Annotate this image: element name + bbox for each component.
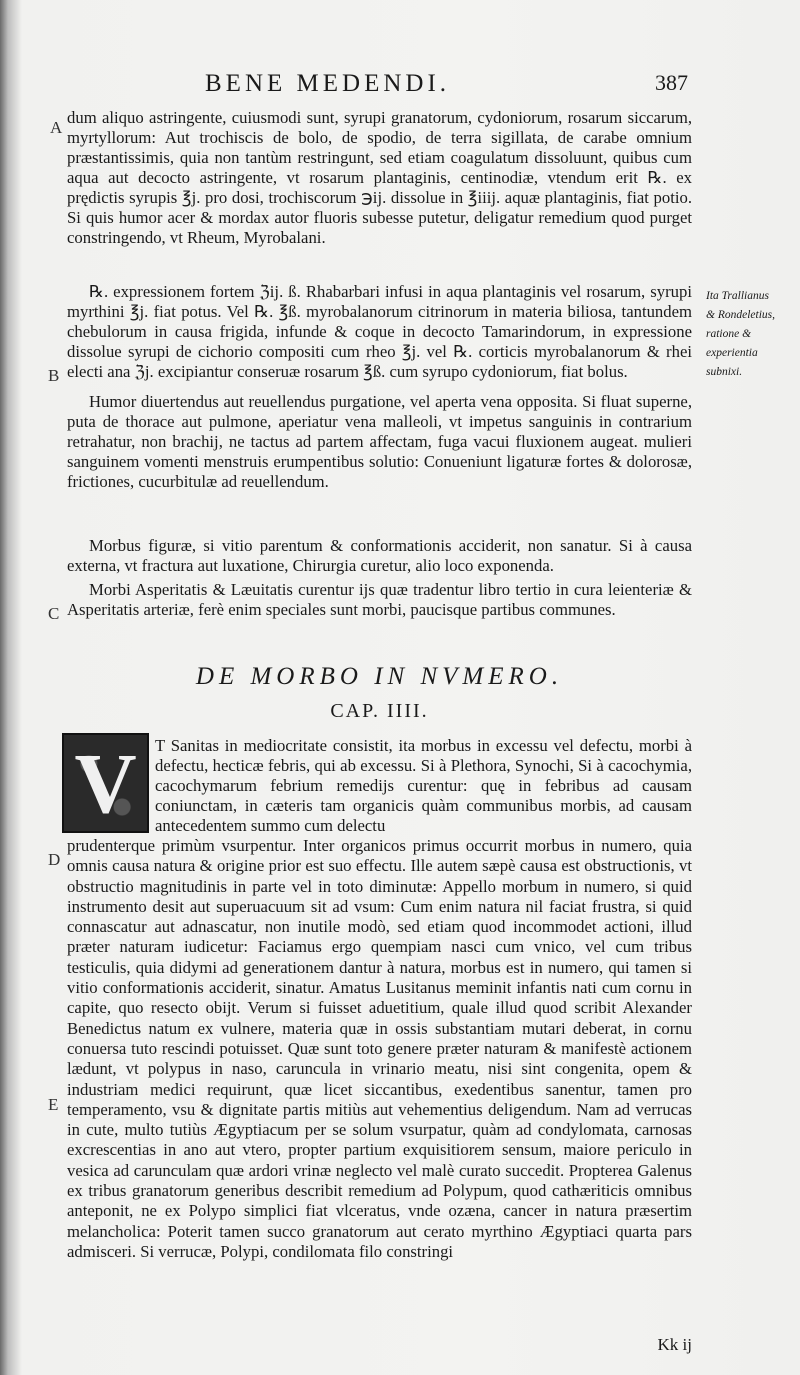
chapter-heading: CAP. IIII. [330, 700, 429, 722]
margin-letter-d: D [48, 850, 61, 869]
margin-letter-e: E [48, 1095, 59, 1114]
page-number: 387 [655, 70, 688, 95]
paragraph-astringents [67, 108, 692, 248]
margin-letter-c: C [48, 604, 60, 623]
running-title: BENE MEDENDI. [205, 70, 451, 97]
initial-letter: V [74, 735, 137, 831]
signature-mark: Kk ij [657, 1335, 692, 1354]
chapter-opening-text [155, 736, 692, 836]
decorated-initial [62, 733, 149, 833]
margin-letter-a: A [50, 118, 63, 137]
chapter-body-text [67, 836, 692, 1262]
paragraph-humor-revulsion [67, 392, 692, 492]
paragraph-morbus-figurae [67, 536, 692, 576]
paragraph-text: T Sanitas in mediocritate consistit, ita morbus in excessu vel defectu, morbi à defectu, hecticæ febris, qui ab excessu. Si à Plethora, Synochi, Si à cacochymia, cacochymarum febrium remedijs curentur: quę in febribus ad causam coniunctam, in cæteris tam organicis quàm communibus morbis, ad causam antecedentem summo cum delectu [155, 736, 692, 835]
section-heading: DE MORBO IN NVMERO. [195, 663, 564, 690]
marginal-note: Ita Trallianus & Rondeletius, ratione & experientia subnixi. [706, 290, 775, 378]
margin-letter-b: B [48, 366, 60, 385]
paragraph-text: prudenterque primùm vsurpentur. Inter organicos primus occurrit morbus in numero, quia omnis causa natura & origine prior est suo effectu. Ille autem sæpè causa est obstructionis, vt obstructio magnitudinis in parte vel in toto diminutæ: Appello morbum in numero, si quid instrumento desit aut superuacuum sit ad vsum: Cum enim natura nil faciat frustra, si quid connascatur aut adnascatur, non inutile modò, sed etiam quod incommodet actioni, illud præter naturam iudicetur: Faciamus ergo quempiam nasci cum vnico, vel cum tribus testiculis, quia didymi ad generationem dantur à natura, morbus est in numero, qui tamen si vitio conformationis acciderit, sinatur. Amatus Lusitanus meminit infantis nati cum cornu in capite, quo resecto obijt. Verum si fuisset aduetitium, quale illud quod scribit Alexander Benedictus natum ex vulnere, materia quæ in ossis substantiam mutari deberat, in cornu conuersa tuto rescindi potuisset. Quæ sunt toto genere præter naturam & manifestè actionem lædunt, vt polypus in naso, caruncula in vrinario meatu, nisi sint congenita, opem & industriam medici requirunt, quæ licet siccantibus, exedentibus sanentur, tamen pro temperamento, vsu & dignitate partis mitiùs aut vehementius deligendum. Nam ad verrucas in cute, multo tutiùs Ægyptiacum per se solum vsurpatur, quàm ad condylomata, carnosas excrescentias in ano aut vtero, propter partium exquisitiorem sensum, maiore periculo in vesica ad carunculam quæ ardori vrinæ neglecto vel malè curato succedit. Propterea Galenus ex tribus granatorum generibus describit remedium ad Polypum, quod cathæriticis omnibus anteponit, ne ex Polypo simplici fiat vlceratus, vnde ozæna, cancer in natura præsertim melancholica: Poterit tamen succo granatorum aut cerato myrthino Ægyptiaci quarta pars admisceri. Si verrucæ, Polypi, condilomata filo constringi [67, 836, 692, 1261]
paragraph-asperitatis [67, 580, 692, 620]
paragraph-text: Morbus figuræ, si vitio parentum & conformationis acciderit, non sanatur. Si à causa externa, vt fractura aut luxatione, Chirurgia curetur, alio loco exponenda. [67, 536, 692, 575]
running-head [0, 70, 800, 104]
paragraph-rhabarbarum-recipe [67, 282, 692, 382]
paragraph-text: ℞. expressionem fortem ℨij. ß. Rhabarbari infusi in aqua plantaginis vel rosarum, syrupi myrthini ℥j. fiat potus. Vel ℞. ℥ß. myrobalanorum citrinorum in materia biliosa, tantundem chebulorum in causa frigida, infunde & coque in decocto Tamarindorum, in expressione dissolue syrupi de cichorio compositi cum rheo ℥j. vel ℞. corticis myrobalanorum & rhei electi ana ℨj. excipiantur conseruæ rosarum ℥ß. cum syrupo cydoniorum, fiat bolus. [67, 282, 692, 381]
paragraph-text: Humor diuertendus aut reuellendus purgatione, vel aperta vena opposita. Si fluat superne, puta de thorace aut pulmone, aperiatur vena malleoli, vt impetus sanguinis in contrarium retrahatur, non brachij, ne tactus ad partem affectam, fuga vacui fluxionem augeat. mulieri sanguinem vomenti menstruis erumpentibus solutio: Conueniunt ligaturæ fortes & dolorosæ, frictiones, cucurbitulæ ad reuellendum. [67, 392, 692, 491]
paragraph-text: dum aliquo astringente, cuiusmodi sunt, syrupi granatorum, cydoniorum, rosarum siccarum, myrtyllorum: Aut trochiscis de bolo, de spodio, de terra sigillata, de carabe omnium præstantissimis, quia non tantùm restringunt, sed etiam coagulatum dissoluunt, quibus cum aqua aut decocto astringente, vt rosarum plantaginis, centinodiæ, vtendum erit ℞. ex prędictis syrupis ℥j. pro dosi, trochiscorum ℈ij. dissolue in ℥iiij. aquæ plantaginis, fiat potio. Si quis humor acer & mordax autor fluoris subesse putetur, deligatur remedium quod purget constringendo, vt Rheum, Myrobalani. [67, 108, 692, 247]
paragraph-text: Morbi Asperitatis & Læuitatis curentur ijs quæ tradentur libro tertio in cura leienteriæ & Asperitatis arteriæ, ferè enim speciales sunt morbi, paucisque partibus communes. [67, 580, 692, 619]
